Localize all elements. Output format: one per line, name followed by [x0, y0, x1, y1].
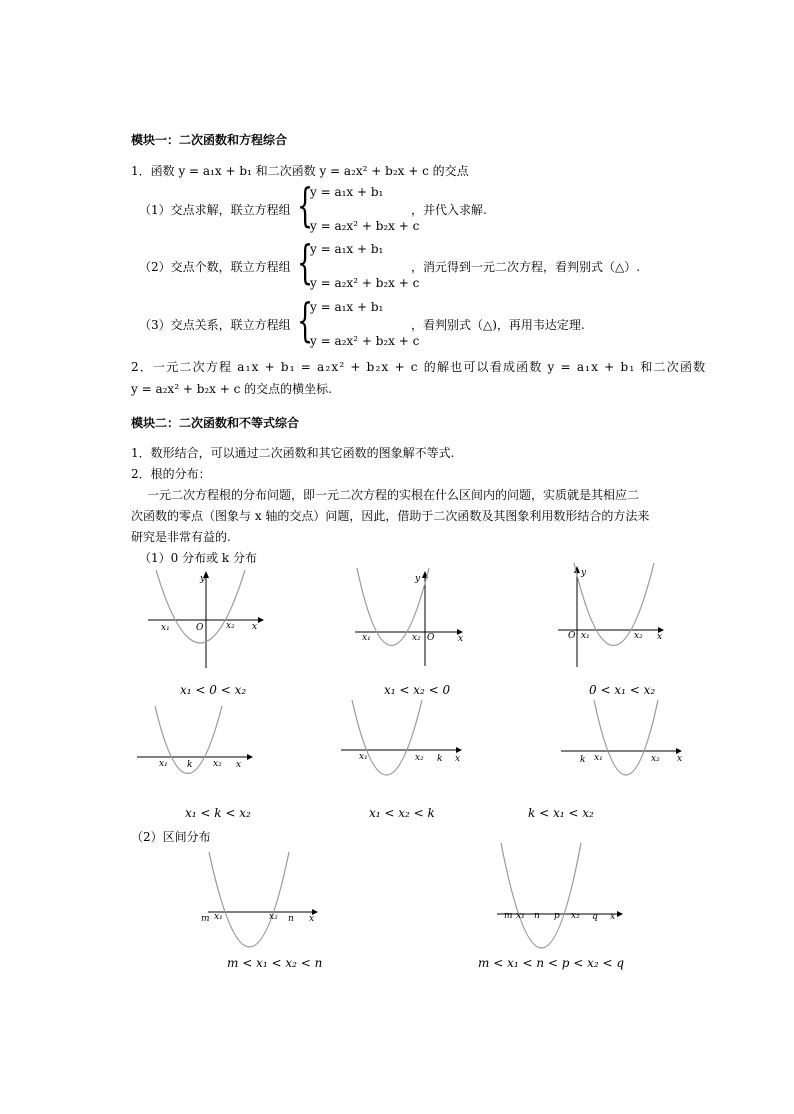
module1-item2-line2: y = a₂x² + b₂x + c 的交点的横坐标. [131, 382, 332, 396]
parabola-curve [209, 852, 289, 947]
graph-x1-lt-k-lt-x2 [137, 706, 262, 801]
caption-g8: m < x₁ < n < p < x₂ < q [478, 956, 625, 970]
caption-g1: x₁ < 0 < x₂ [180, 683, 247, 697]
x-axis-label: x [610, 912, 616, 922]
k-label: k [437, 754, 443, 764]
n-label: n [288, 914, 294, 924]
axis-arrowhead [617, 911, 623, 917]
sub3-tail: ，看判别式（△)，再用韦达定理. [411, 318, 585, 332]
sys1-line1: y = a₁x + b₁ [310, 185, 384, 199]
x-axis-label: x [677, 754, 683, 764]
module2-item2: 2．根的分布： [131, 467, 211, 481]
x-axis-label: x [309, 914, 315, 924]
sub-zero-k-distribution: （1）0 分布或 k 分布 [139, 551, 257, 565]
module2-para-line2: 次函数的零点（图象与 x 轴的交点）问题，因此，借助于二次函数及其图象利用数形结合的方法来 [131, 509, 650, 523]
x2-label: x₂ [226, 621, 235, 631]
module2-item1: 1．数形结合，可以通过二次函数和其它函数的图象解不等式. [131, 446, 455, 460]
sub1-tail: ，并代入求解. [411, 203, 487, 217]
sub2-tail: ，消元得到一元二次方程，看判别式（△）. [411, 260, 641, 274]
module2-para-line3: 研究是非常有益的. [131, 530, 231, 544]
caption-g3: 0 < x₁ < x₂ [589, 683, 656, 697]
sys2-line2: y = a₂x² + b₂x + c [310, 276, 420, 290]
sub1-label: （1）交点求解，联立方程组 [139, 203, 291, 217]
x2-label: x₂ [269, 912, 278, 922]
k-label: k [187, 760, 193, 770]
sub3-label: （3）交点关系，联立方程组 [139, 318, 291, 332]
parabola-curve [594, 700, 658, 775]
caption-g2: x₁ < x₂ < 0 [384, 683, 451, 697]
x2-label: x₂ [412, 633, 421, 643]
x-axis-label: x [458, 634, 464, 644]
y-axis-label: y [581, 568, 587, 578]
x1-label: x₁ [159, 759, 168, 769]
x1-label: x₁ [516, 911, 525, 921]
graph-0-lt-x1-lt-x2 [558, 563, 678, 673]
brace-1: { [297, 178, 314, 232]
sys1-line2: y = a₂x² + b₂x + c [310, 219, 420, 233]
x1-label: x₁ [362, 633, 371, 643]
parabola-curve [352, 700, 422, 775]
brace-2: { [297, 235, 314, 289]
sys3-line1: y = a₁x + b₁ [310, 300, 384, 314]
x2-label: x₂ [213, 759, 222, 769]
x2-label: x₂ [651, 754, 660, 764]
x1-label: x₁ [161, 623, 170, 633]
p-label: p [554, 911, 560, 921]
k-label: k [580, 755, 586, 765]
sys2-line1: y = a₁x + b₁ [310, 242, 384, 256]
x-axis-label: x [236, 760, 242, 770]
graph-x1-lt-x2-lt-k [338, 700, 468, 800]
caption-g6: k < x₁ < x₂ [528, 806, 594, 820]
graph-m-lt-x1-lt-n-lt-p-lt-x2-lt-q [495, 843, 635, 953]
caption-g7: m < x₁ < x₂ < n [227, 956, 323, 970]
x-axis-label: x [657, 632, 663, 642]
x1-label: x₁ [594, 753, 603, 763]
graph-m-lt-x1-lt-x2-lt-n [200, 852, 325, 957]
axis-arrowhead [258, 617, 264, 623]
graph-x1-lt-0-lt-x2 [148, 568, 268, 673]
brace-3: { [297, 293, 314, 347]
origin-label: O [427, 633, 435, 643]
module2-title: 模块二：二次函数和不等式综合 [131, 416, 300, 430]
axis-arrowhead [456, 747, 462, 753]
q-label: q [592, 912, 598, 922]
x-axis-label: x [252, 622, 258, 632]
sub2-label: （2）交点个数，联立方程组 [139, 260, 291, 274]
graph-k-lt-x1-lt-x2 [558, 700, 688, 800]
y-axis-label: y [200, 574, 206, 584]
x2-label: x₂ [571, 911, 580, 921]
x1-label: x₁ [359, 752, 368, 762]
y-axis-label: y [415, 574, 421, 584]
module1-item2-line1: 2．一元二次方程 a₁x + b₁ = a₂x² + b₂x + c 的解也可以看成函数 y = a₁x + b₁ 和二次函数 [131, 360, 707, 374]
m-label: m [201, 914, 210, 924]
module1-title: 模块一：二次函数和方程综合 [131, 133, 288, 147]
origin-label: O [196, 623, 204, 633]
origin-label: O [568, 631, 576, 641]
graph-x1-lt-x2-lt-0 [355, 568, 475, 673]
caption-g5: x₁ < x₂ < k [369, 806, 435, 820]
x-axis-label: x [455, 754, 461, 764]
m-label: m [504, 911, 513, 921]
x1-label: x₁ [214, 912, 223, 922]
sub-interval-distribution: （2）区间分布 [131, 830, 211, 844]
caption-g4: x₁ < k < x₂ [185, 806, 251, 820]
sys3-line2: y = a₂x² + b₂x + c [310, 334, 420, 348]
parabola-curve [501, 843, 581, 948]
module1-item1: 1．函数 y = a₁x + b₁ 和二次函数 y = a₂x² + b₂x + c 的交点 [131, 164, 469, 178]
x1-label: x₁ [581, 631, 590, 641]
n-label: n [534, 911, 540, 921]
x2-label: x₂ [634, 631, 643, 641]
module2-para-line1: 一元二次方程根的分布问题，即一元二次方程的实根在什么区间内的问题，实质就是其相应二 [147, 488, 640, 502]
x2-label: x₂ [415, 753, 424, 763]
axis-arrowhead [247, 754, 253, 760]
